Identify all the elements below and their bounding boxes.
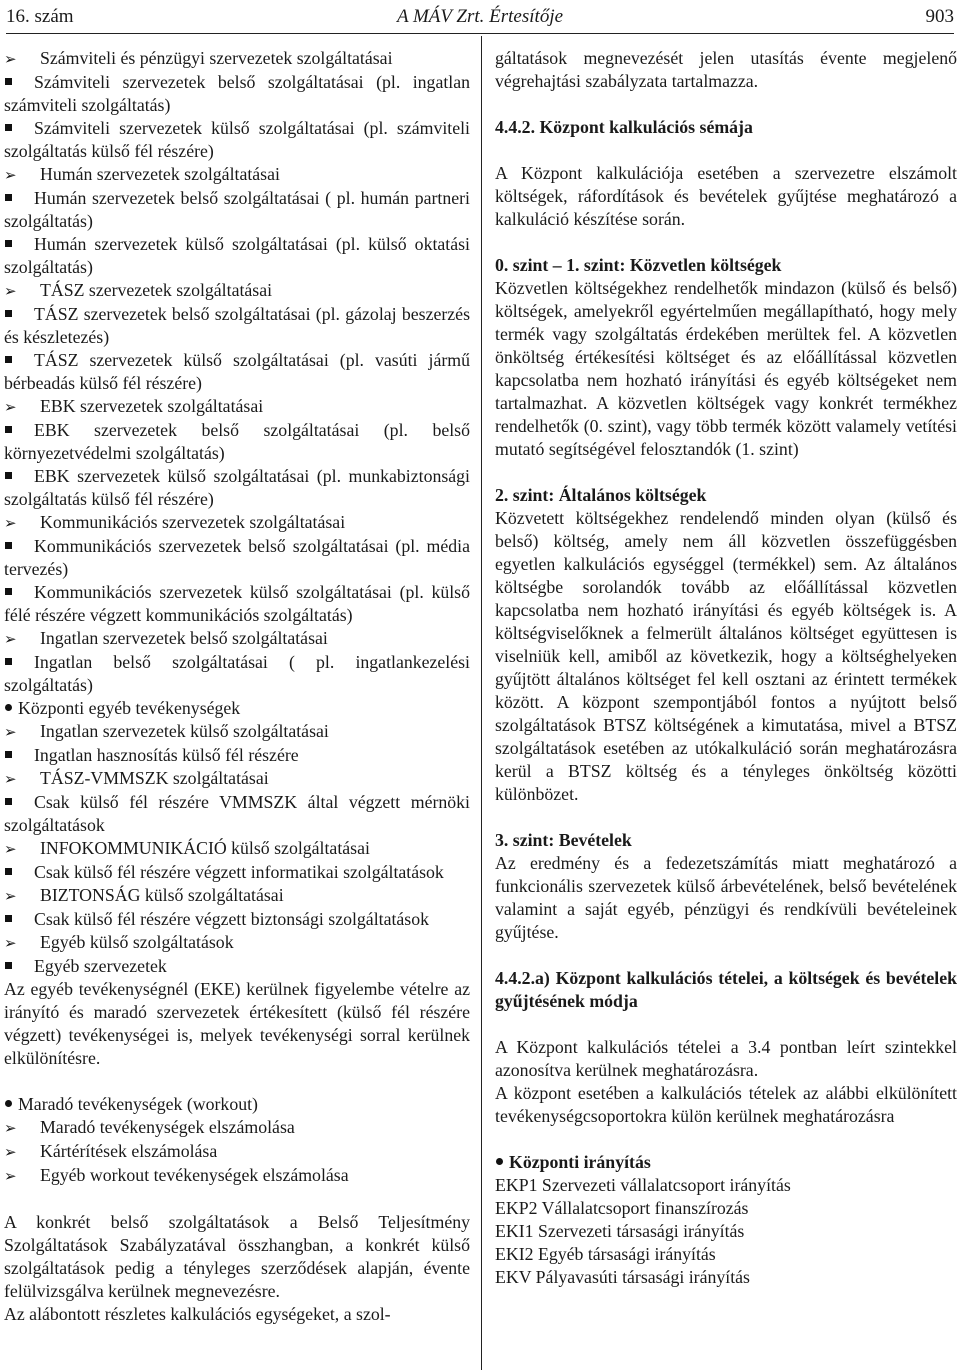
arrow-bullet-icon: ➢ [4,282,17,300]
list-item [4,279,470,303]
list-item [4,884,470,908]
square-bullet-icon [4,349,34,372]
list-item [4,117,470,163]
list-item-text: TÁSZ szervezetek belső szolgáltatásai (pl. gázolaj beszerzés és készletezés) [4,304,470,347]
list-item-text: Maradó tevékenységek (workout) [18,1094,258,1114]
spacer [495,139,957,162]
square-bullet-icon [4,71,34,94]
list-item [4,955,470,978]
list-item [4,233,470,279]
arrow-bullet-icon: ➢ [4,770,17,788]
section-heading: 4.4.2. Központ kalkulációs sémája [495,117,753,137]
spacer [4,1188,470,1211]
paragraph-konkret: A konkrét belső szolgáltatások a Belső Teljesítmény Szolgáltatások Szabályzatával összhangban, a konkrét külső szolgáltatások pedig a tényleges szerződések alapján, évente felülvizsgálva kerülnek megnevezésre. [4,1212,470,1301]
section-heading: 0. szint – 1. szint: Közvetlen költségek [495,255,782,275]
arrow-bullet-icon: ➢ [4,166,17,184]
list-item-text: Számviteli szervezetek belső szolgáltatásai (pl. ingatlan számviteli szolgáltatás) [4,72,470,115]
square-bullet-icon [4,908,34,931]
list-item [4,581,470,627]
spacer [4,1070,470,1093]
list-item [4,1116,470,1140]
service-list [4,47,470,978]
list-item-text: EBK szervezetek külső szolgáltatásai (pl. munkabiztonsági szolgáltatás külső fél részére) [4,466,470,509]
paragraph: Közvetett költségekhez rendelendő minden olyan (külső és belső) költség, amely nem áll közvetlen összefüggésben egyetlen kalkulációs egységgel (termékkel) sem. Az általános költségbe sorolandók tovább az előállítással közvetlen kapcsolatba nem hozható irányítási és egyéb költségek is. A költségviselőknek a felmerült általános költséget együttesen is viselniük kell, amiből az következik, hogy a költséghelyeken gyűjtött általános költséget fel kell osztani az érintett termékek között. A központ szempontjából fontos a nyújtott belső szolgáltatások BTSZ költségének a kimutatása, mivel a BTSZ szolgáltatások esetében az utókalkuláció során meghatározásra kerül a BTSZ költség és a tényleges önköltség közötti különbözet. [495,508,957,804]
list-item [4,651,470,697]
arrow-bullet-icon: ➢ [4,630,17,648]
arrow-bullet-icon: ➢ [4,398,17,416]
list-item-text: TÁSZ szervezetek külső szolgáltatásai (pl. vasúti jármű bérbeadás külső fél részére) [4,350,470,393]
list-item-text: Kártérítések elszámolása [40,1141,218,1161]
list-item-text: Egyéb workout tevékenységek elszámolása [40,1165,349,1185]
arrow-bullet-icon: ➢ [4,1167,17,1185]
paragraph: A Központ kalkulációs tételei a 3.4 pontban leírt szintekkel azonosítva kerülnek meghatározásra. [495,1037,957,1080]
paragraph-egyeb: Az egyéb tevékenységnél (EKE) kerülnek figyelembe vételre az irányító és maradó szervezetek értékesített (külső fél részére végzett) tevékenységei is, melyek tevékenységi sorral kerülnek elkülönítésre. [4,979,470,1068]
square-bullet-icon [4,791,34,814]
spacer [495,231,957,254]
list-item [4,767,470,791]
code-list [495,1174,957,1289]
list-item-text: Központi egyéb tevékenységek [18,698,241,718]
spacer [495,806,957,829]
code-item: EKI2 Egyéb társasági irányítás [495,1244,716,1264]
list-item-text: BIZTONSÁG külső szolgáltatásai [40,885,284,905]
list-item-text: Egyéb külső szolgáltatások [40,932,234,952]
list-item [495,1151,957,1174]
list-item [4,303,470,349]
list-item [4,349,470,395]
list-item-text: Ingatlan hasznosítás külső fél részére [34,745,299,765]
list-item [4,791,470,837]
spacer [495,93,957,116]
section-heading: 3. szint: Bevételek [495,830,632,850]
square-bullet-icon [4,744,34,767]
paragraph: Az eredmény és a fedezetszámítás miatt meghatározó a funkcionális szervezetek külső árbevételének, belső bevételének valamint a saját egyéb, pénzügyi és rendkívüli bevételeinek gyűjtése. [495,853,957,942]
right-column [495,47,957,1289]
paragraph: A központ esetében a kalkulációs tételek az alábbi elkülönített tevékenységcsoportokra külön kerülnek meghatározásra [495,1083,957,1126]
list-item-text: Kommunikációs szervezetek szolgáltatásai [40,512,346,532]
list-item [4,908,470,931]
square-bullet-icon [4,187,34,210]
square-bullet-icon [4,955,34,978]
square-bullet-icon [4,465,34,488]
list-item-text: TÁSZ szervezetek szolgáltatásai [40,280,273,300]
list-item [4,744,470,767]
list-item-text: INFOKOMMUNIKÁCIÓ külső szolgáltatásai [40,838,370,858]
list-item [4,71,470,117]
list-item [4,697,470,720]
list-item [4,511,470,535]
square-bullet-icon [4,535,34,558]
section-heading: 2. szint: Általános költségek [495,485,707,505]
left-column [4,47,470,1326]
list-item [4,419,470,465]
list-item-text: Csak külső fél részére VMMSZK által végzett mérnöki szolgáltatások [4,792,470,835]
list-item [4,1093,470,1116]
arrow-bullet-icon: ➢ [4,934,17,952]
section-heading: 4.4.2.a) Központ kalkulációs tételei, a költségek és bevételek gyűjtésének módja [495,968,957,1011]
list-item-text: Központi irányítás [509,1152,651,1172]
list-item [4,1164,470,1188]
bullet-icon [495,1151,509,1174]
publication-title: A MÁV Zrt. Értesítője [396,6,564,27]
code-item: EKP1 Szervezeti vállalatcsoport irányítás [495,1175,791,1195]
list-item-text: Ingatlan szervezetek belső szolgáltatásai [40,628,328,648]
page-header [6,4,954,30]
square-bullet-icon [4,651,34,674]
list-item [4,465,470,511]
code-item: EKP2 Vállalatcsoport finanszírozás [495,1198,749,1218]
list-item-text: EBK szervezetek szolgáltatásai [40,396,264,416]
workout-list [4,1093,470,1188]
list-item [4,861,470,884]
list-item-text: Számviteli szervezetek külső szolgáltatásai (pl. számviteli szolgáltatás külső fél részére) [4,118,470,161]
list-item-text: Maradó tevékenységek elszámolása [40,1117,295,1137]
list-item [4,1140,470,1164]
list-item [4,720,470,744]
list-item [4,395,470,419]
arrow-bullet-icon: ➢ [4,840,17,858]
page-number: 903 [925,6,954,27]
square-bullet-icon [4,117,34,140]
list-item-text: Humán szervezetek külső szolgáltatásai (pl. külső oktatási szolgáltatás) [4,234,470,277]
list-item [4,163,470,187]
spacer [495,1128,957,1151]
list-item-text: EBK szervezetek belső szolgáltatásai (pl. belső környezetvédelmi szolgáltatás) [4,420,470,463]
square-bullet-icon [4,303,34,326]
arrow-bullet-icon: ➢ [4,514,17,532]
square-bullet-icon [4,861,34,884]
list-item-text: Kommunikációs szervezetek belső szolgáltatásai (pl. média tervezés) [4,536,470,579]
list-item-text: Humán szervezetek szolgáltatásai [40,164,280,184]
list-item-text: Csak külső fél részére végzett biztonsági szolgáltatások [34,909,430,929]
square-bullet-icon [4,419,34,442]
list-item [4,187,470,233]
list-item-text: Kommunikációs szervezetek külső szolgáltatásai (pl. külső félé részére végzett kommunikációs szolgáltatás) [4,582,470,625]
square-bullet-icon [4,233,34,256]
code-item: EKV Pályavasúti társasági irányítás [495,1267,750,1287]
bullet-icon [4,1093,18,1116]
continued-text: gáltatások megnevezését jelen utasítás évente megjelenő végrehajtási szabályzata tartalmazza. [495,48,957,91]
bullet-icon [4,697,18,720]
list-item [4,627,470,651]
list-item-text: Ingatlan belső szolgáltatásai ( pl. ingatlankezelési szolgáltatás) [4,652,470,695]
list-item-text: Számviteli és pénzügyi szervezetek szolgáltatásai [40,48,393,68]
square-bullet-icon [4,581,34,604]
spacer [495,461,957,484]
column-divider [481,36,482,1370]
list-item-text: Ingatlan szervezetek külső szolgáltatásai [40,721,329,741]
list-item [4,837,470,861]
code-item: EKI1 Szervezeti társasági irányítás [495,1221,745,1241]
list-item-text: TÁSZ-VMMSZK szolgáltatásai [40,768,269,788]
paragraph: A Központ kalkulációja esetében a szervezetre elszámolt költségek, ráfordítások és bevételek gyűjtése meghatározó a kalkuláció készítése során. [495,163,957,229]
paragraph-alabontott: Az alábontott részletes kalkulációs egységeket, a szol- [4,1304,391,1324]
list-item [4,535,470,581]
list-item-text: Egyéb szervezetek [34,956,167,976]
arrow-bullet-icon: ➢ [4,723,17,741]
spacer [495,1013,957,1036]
list-item-text: Humán szervezetek belső szolgáltatásai ( pl. humán partneri szolgáltatás) [4,188,470,231]
arrow-bullet-icon: ➢ [4,50,17,68]
spacer [495,944,957,967]
arrow-bullet-icon: ➢ [4,1143,17,1161]
paragraph: Közvetlen költségekhez rendelhetők mindazon (külső és belső) költségek, amelyekről egyértelműen megállapítható, hogy mely termék vagy szolgáltatás érdekében merültek fel. A közvetlen önköltség értékesítési költséget és az előállítással közvetlen kapcsolatba nem hozható irányítási és egyéb költségeket nem tartalmazhat. A közvetlen költségek vagy konkrét termékhez rendelhetők (0. szint), vagy több termék között valamely vetítési mutató segítségével felosztandók (1. szint) [495,278,957,459]
list-item [4,47,470,71]
header-rule [6,33,954,34]
list-item [4,931,470,955]
list-item-text: Csak külső fél részére végzett informatikai szolgáltatások [34,862,444,882]
arrow-bullet-icon: ➢ [4,887,17,905]
arrow-bullet-icon: ➢ [4,1119,17,1137]
issue-number: 16. szám [6,6,74,27]
